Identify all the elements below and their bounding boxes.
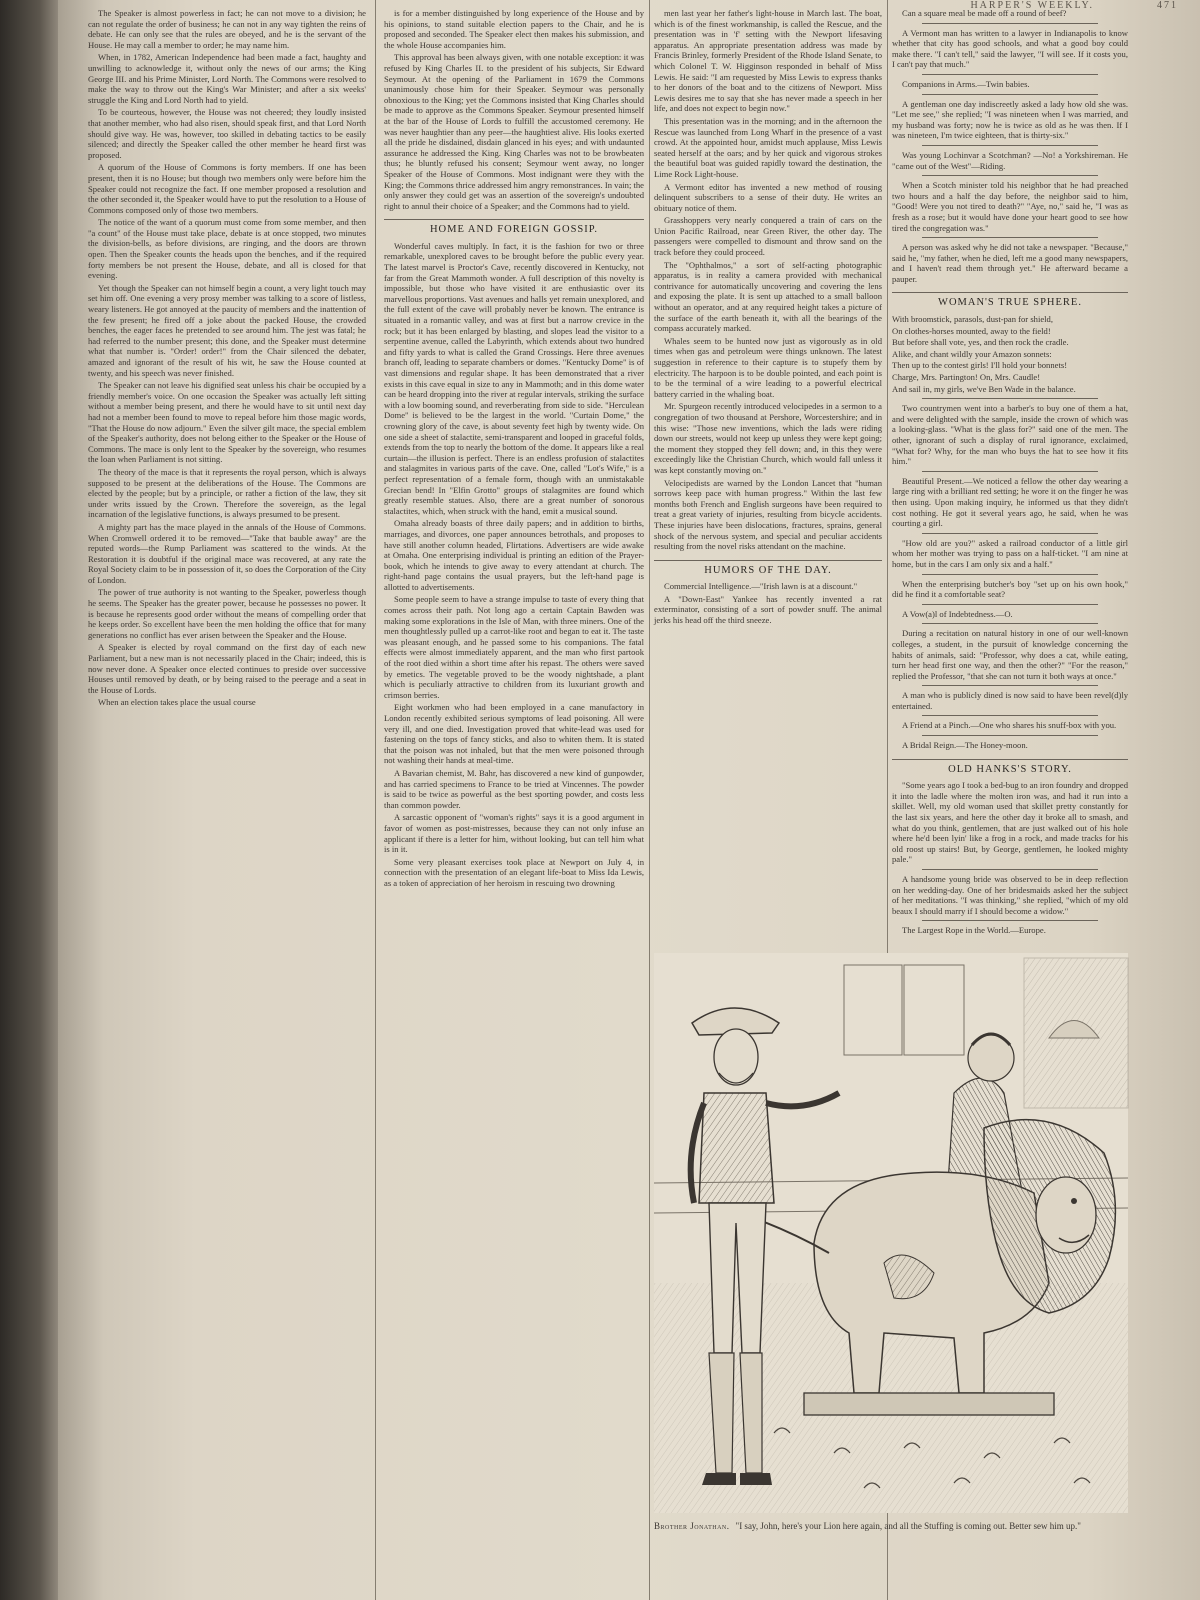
divider [922,920,1098,921]
gossip-paragraph: A Vermont editor has invented a new method of rousing delinquent subscribers to a sense of their duty. He writes an obituary notice of them. [654,181,882,213]
humor-snippet: A handsome young bride was observed to be in deep reflection on her wedding-day. One of her bridesmaids asked her the subject of her meditations. "I was thinking," she replied, "which of my old beaux I should marry if I should become a widow." [892,874,1128,916]
humor-snippet: "How old are you?" asked a railroad conductor of a little girl whom her mother was trying to pass on a half-ticket. "I am nine at home, but in the cars I am only six and a half." [892,537,1128,569]
cartoon-illustration [654,953,1128,1513]
humor-snippet: Was young Lochinvar a Scotchman? —No! a Yorkshireman. He "came out of the West"—Riding. [892,149,1128,171]
gossip-paragraph: Whales seem to be hunted now just as vigorously as in old times when gas and petroleum were things unknown. The latest suggestion in reference to their capture is to stupefy them by electricity. The harpoon is to be double pointed, and each point is to be the terminal of a wire leading to a powerful electrical battery carried in the whaling boat. [654,335,882,399]
divider [922,715,1098,716]
divider [922,471,1098,472]
gossip-paragraph: Grasshoppers very nearly conquered a train of cars on the Union Pacific Railroad, near Green River, the other day. The passengers were compelled to dismount and throw sand on the track before they could proceed. [654,215,882,258]
newspaper-page [58,0,1200,1600]
poem-line: Charge, Mrs. Partington! On, Mrs. Caudle! [892,372,1041,383]
humor-snippet: A man who is publicly dined is now said to have been revel(d)ly entertained. [892,690,1128,711]
humor-snippet: The Largest Rope in the World.—Europe. [902,925,1046,936]
gossip-paragraph: Eight workmen who had been employed in a cane manufactory in London recently exhibited serious symptoms of lead poisoning. All were very ill, and one died. Investigation proved that white-lead was used for fastening on the tops of fancy sticks, and also to whiten them. It is stated that the poison was not inhaled, but that the men were poisoned through not washing their hands at meal-time. [384,702,644,766]
caption-text: "I say, John, here's your Lion here again, and all the Stuffing is coming out. Better sew him up." [735,1521,1081,1531]
gossip-paragraph: Some people seem to have a strange impulse to taste of every thing that comes across their path. Not long ago a certain Captain Bawden was making some explorations in the Isle of Man, with three miners. One of the men thoughtlessly pulled up a carrot-like root and began to eat it. The taste was pleasant enough, and he passed some to his companions. The fatal effects were almost immediately apparent, and the man who first partook of the root died within a short time after his repast. The others were saved by emetics. The vegetable proved to be the woody nightshade, a plant which is peculiarly attractive to children from its luxuriant growth and crimson berries. [384,594,644,700]
column-rule [375,0,376,1600]
humor-snippet: Two countrymen went into a barber's to buy one of them a hat, and were delighted with the sample, inside the crown of which was a looking-glass. "What is the glass for?" said one of the men. The other, ignorant of such a display of rural ignorance, exclaimed, "What for? Why, for the man who buys the hat to see how it fits him." [892,403,1128,467]
article-paragraph: A mighty part has the mace played in the annals of the House of Commons. When Cromwell ordered it to be removed—"Take that bauble away" are the reputed words—the Rump Parliament was scattered to the winds. At the Restoration it is doubtful if the original mace was recovered, at any rate the Royal Society claim to be in possession of it, so does the Corporation of the City of London. [88,521,366,585]
divider [922,623,1098,624]
article-paragraph: The power of true authority is not wanting to the Speaker, powerless though he seems. The Speaker has the greater power, because he possesses no power. It is because he represents good order without the means of compelling order that he keeps order. So excellent have been the men holding the office that for many generations no conflict has ever arisen between the Speaker and the House. [88,587,366,640]
section-heading-humors: HUMORS OF THE DAY. [654,560,882,577]
gossip-paragraph: The "Ophthalmos," a sort of self-acting photographic apparatus, is in reality a camera provided with mechanical contrivance for automatically uncovering and covering the lens and exposing the plate. It is sent up attached to a small balloon without an operator, and at any required height takes a picture of the surface of the earth beneath it, with all the bearings of the compass accurately marked. [654,259,882,334]
story-title: OLD HANKS'S STORY. [892,759,1128,776]
article-paragraph: When an election takes place the usual course [98,697,256,708]
article-paragraph: The Speaker can not leave his dignified seat unless his chair be occupied by a friendly member's voice. On one occasion the Speaker was actually left sitting without a member being present, and there he would have to sit until next day had not a member been found to move to repeal before him those magic words, "That the House do now adjourn." Even the silver gilt mace, the special emblem of the Speaker's authority, does not belong either to the Speaker or the House of Commons. The mace is only lent to the Speaker by the sovereign, who resumes the loan when Parliament is not sitting. [88,380,366,465]
humor-snippet: A person was asked why he did not take a newspaper. "Because," said he, "my father, when he died, left me a good many newspapers, and I haven't read them through yet." He afterward became a pauper. [892,242,1128,284]
article-paragraph: The notice of the want of a quorum must come from some member, and then "a count" of the House must take place, debate is at once stopped, two minutes the division-bells, as before divisions, are ringing, and the doors are thrown open. Then the Speaker counts the heads upon the benches, and if the required forty members be not present the House, debate, and all is closed for that evening. [88,217,366,281]
article-paragraph: The Speaker is almost powerless in fact; he can not move to a division; he can not regulate the order of business; he can not in any way tighten the reins of debate. He can only see that the rules are obeyed, and he is the servant of the House. He may call a member to order; he may name him. [88,8,366,50]
divider [922,685,1098,686]
divider [922,398,1098,399]
poem-line: And sail in, my girls, we've Ben Wade in the balance. [892,383,1076,394]
humor-snippet: When the enterprising butcher's boy "set up on his own hook," did he find it a comfortable seat? [892,578,1128,600]
article-paragraph: A quorum of the House of Commons is forty members. If one has been present, then it is no House; but though two members only were before him the Speaker could not recognize the fact. If one member proposed a resolution and the other seconded it, the Speaker would have to put the resolution to a House of Commons composed only of those two members. [88,162,366,215]
humor-paragraph: A "Down-East" Yankee has recently invented a rat exterminator, consisting of a sort of powder snuff. The animal jerks his head off the third sneeze. [654,593,882,626]
humor-snippet: Can a square meal be made off a round of beef? [902,8,1067,18]
divider [922,145,1098,146]
divider [922,574,1098,575]
humor-paragraph: Commercial Intelligence.—"Irish lawn is at a discount." [664,581,858,592]
divider [922,23,1098,24]
column-4 [892,8,1128,936]
divider [922,533,1098,534]
humor-snippet: A Bridal Reign.—The Honey-moon. [902,740,1028,751]
gossip-paragraph: Some very pleasant exercises took place at Newport on July 4, in connection with the presentation of an elegant life-boat to Miss Ida Lewis, as a token of appreciation of her heroism in rescuing two drowning [384,856,644,888]
humor-snippet: During a recitation on natural history in one of our well-known colleges, a student, in the pursuit of knowledge concerning the habits of animals, said: "Professor, why does a cat, while eating, turn her head first one way, and then the other?" "For the reason," replied the Professor, "that she can not turn it both ways at once." [892,628,1128,681]
article-paragraph: This approval has been always given, with one notable exception: it was refused by King Charles II. to the president of his subjects, Sir Edward Seymour. At the opening of the Parliament in 1679 the Commons unanimously chose him for their Speaker. Seymour was personally obnoxious to the King; yet the Commons insisted that King Charles should be made to approve as the Commons Speaker. Seymour presented himself at the bar of the House of Lords to fulfill the accustomed ceremony. He was never haughtier than any peer—the haughtiest alive. His looks exerted all the pride he disdained, disdain glanced in his eyes; and with undaunted assurance he addressed the King. King Charles was not to be browbeaten thus; he bluntly refused his consent; Seymour went away, no longer Speaker of the House of Commons. Most indignant were they with the King; the Commons thrice addressed him angry remonstrances. In vain; the only answer they could get was an assertion of the sovereign's undoubted right to annul their choice of a Speaker; and the Commons had to yield. [384,52,644,211]
gossip-paragraph: Omaha already boasts of three daily papers; and in addition to births, marriages, and divorces, one paper announces betrothals, and proposes to have still another column headed, Flirtations. Advertisers are wide awake at Omaha. One enterprising individual is printing an edition of the Prayer-book, which he intends to give away to every attendant at church. The right-hand page contains the usual prayers, but the left-hand page is allotted to advertisements. [384,518,644,592]
poem-line: Then up to the contest girls! I'll hold your bonnets! [892,360,1068,371]
column-1 [88,8,366,1593]
page-number: 471 [1157,0,1178,11]
divider [922,237,1098,238]
humor-snippet: When a Scotch minister told his neighbor that he had preached two hours and a half the day before, the neighbor said to him, "Good! Were you not tired to death?" "Aye, no," said he, "I was as fresh as a rose; but it would have done your heart good to see how tired the congregation was." [892,180,1128,233]
cartoon-caption [654,1520,1128,1532]
article-paragraph: Yet though the Speaker can not himself begin a count, a very light touch may set him off. One evening a very prosy member was talking to a score of listless, weary listeners. He got annoyed at the paucity of members and the inattention of the few present; he fired off a joke about the packed House, the crowded benches, the eager faces he pretended to see around him. The jest was fatal; he had referred to the number present; this done, and the Speaker must determine what that number is. "Order! order!" from the Chair silenced the debater, amazed and ignorant of the result of his wit, he saw the House counted at twenty, and his speech was never finished. [88,282,366,378]
caption-speaker: Brother Jonathan. [654,1521,730,1531]
divider [922,94,1098,95]
gossip-paragraph: Velocipedists are warned by the London Lancet that "human sorrows keep pace with human progress." Within the last few months both French and English surgeons have been required to treat a great variety of injuries, resulting from bicycle accidents. These injuries have been dislocations, fractures, sprains, general shock of the nervous system, and special and peculiar accidents resulting from the novel risks attendant on the machine. [654,477,882,552]
divider [922,175,1098,176]
divider [922,869,1098,870]
gossip-paragraph: This presentation was in the morning; and in the afternoon the Rescue was launched from Long Wharf in the presence of a vast crowd. At the appointed hour, amidst much applause, Miss Lewis seated herself at the oars; and by her quick and vigorous strokes the beautiful boat was guided rapidly toward the destination, the Lime Rock Light-house. [654,115,882,179]
humor-snippet: Companions in Arms.—Twin babies. [902,78,1030,89]
gossip-paragraph: Mr. Spurgeon recently introduced velocipedes in a sermon to a congregation of two thousand at Pershore, Worcestershire; and in this wise: "Those new inventions, which the lads were riding down our streets, would not keep up unless they were kept going; the moment they stopped they fell down; and, in this they were exceedingly like the Christian Church, which would fall unless it was kept constantly moving on." [654,401,882,475]
poem-line: With broomstick, parasols, dust-pan for shield, [892,314,1053,325]
running-head-title: HARPER'S WEEKLY. [970,0,1094,11]
poem-line: On clothes-horses mounted, away to the field! [892,325,1051,336]
poem-line: Alike, and chant wildly your Amazon sonnets: [892,348,1052,359]
story-text: "Some years ago I took a bed-bug to an iron foundry and dropped it into the ladle where the molten iron was, and had it run into a skillet. Well, my old woman used that skillet pretty constantly for the last six years, and here the other day it broke all to smash, and what do you think, gentlemen, that are just walked out of his hole where he'd been lyin' like a frog in a rock, and made tracks for his old roost up stairs! But, by George, gentlemen, he looked mighty pale." [892,780,1128,865]
article-paragraph: To be courteous, however, the House was not cheered; they loudly insisted that another member, who had also risen, should speak first, and that Lord North should give way. He was, however, too skilled in debating tactics to be easily silenced; and directly the Speaker called the other member he heard first was proposed. [88,107,366,160]
column-3 [654,8,882,861]
humor-snippet: A Vow(a)l of Indebtedness.—O. [902,608,1013,619]
column-rule [649,0,650,1600]
gossip-paragraph: Wonderful caves multiply. In fact, it is the fashion for two or three remarkable, unexplored caves to be brought before the public every year. The latest marvel is Proctor's Cave, recently discovered in Kentucky, not far from the Great Mammoth wonder. A full description of this novelty is impossible, but those who have visited it are enthusiastic over its marvellous proportions. Vast avenues and halls yet remain unexplored, and the full extent of the cave will probably never be known. The entrance is situated in a romantic valley, and was at first but a narrow crevice in the rock; but it has been enlarged by blasting, and slopes lead the visitor to a serpentine avenue, called the Labyrinth, which extends about two hundred and fifty yards to what is called the Grand Crossings. Here three avenues branch off, leading to separate chambers or domes. "Kentucky Dome" is of vast dimensions and regular shape. It has been demonstrated that a river exists in this cave equal in size to any in Mammoth; and in this dome water can be heard dropping into the river at regular intervals, striking the surface with a low booming sound, and reverberating from side to side. "Herculean Dome" is believed to be the largest in the world. "Curtain Dome," the crowning glory of the cave, is about seventy feet high by twenty wide. On one side a sheet of stalactite, semi-transparent and looped in graceful folds, extends from the top to nearly the bottom of the dome. It appears like a real curtain—the illusion is perfect. There is an endless profusion of stalactites and stalagmites in various parts of the cave. One, called "Lot's Wife," is a perfect representation of a female form, though with an unmistakable Grecian bend! In "Elfin Grotto" groups of stalagmites are found which greatly resemble statues. Also, there are a great number of sonorous stalactites, which, when struck with the hand, emit a musical sound. [384,240,644,516]
humor-snippet: Beautiful Present.—We noticed a fellow the other day wearing a large ring with a brilliant red setting; he wore it on the finger he was then using. Upon making inquiry, he informed us that they didn't cost nothing. He got it several years ago, he said, when he was courting a girl. [892,475,1128,529]
divider [922,74,1098,75]
humor-snippet: A gentleman one day indiscreetly asked a lady how old she was. "Let me see," she replied; "I was nineteen when I was married, and my husband was forty; now he is twice as old as he was then. If I was nineteen, I'm twice eighteen, that is thirty-six." [892,98,1128,141]
divider [922,604,1098,605]
poem-line: But before shall vote, yes, and then rock the cradle. [892,337,1069,348]
humor-snippet: A Friend at a Pinch.—One who shares his snuff-box with you. [902,720,1117,731]
gossip-paragraph: A sarcastic opponent of "woman's rights" says it is a good argument in favor of women as post-mistresses, because they can not only infuse an applicant if there is a letter for him, without looking, but can tell him what is in it. [384,812,644,855]
divider [922,735,1098,736]
gossip-paragraph: men last year her father's light-house in March last. The boat, which is of the finest workmanship, is called the Rescue, and the presentation was in 'f' setting with the Newport lifesaving apparatus. An appropriate presentation address was made by Francis Brinley, formerly President of the Rhode Island Senate, to which Colonel T. W. Higginson responded in behalf of Miss Lewis. He said: "I am requested by Miss Lewis to express thanks to her donors of the boat and to the citizens of Newport. Miss Lewis desires me to say that she has never made a speech in her life, and does not expect to begin now." [654,8,882,114]
article-paragraph: is for a member distinguished by long experience of the House and by his opinions, to stand suitable election papers to the Chair, and he is proposed and seconded. The Speaker elect then makes his submission, and the whole House accompanies him. [384,8,644,50]
article-paragraph: When, in 1782, American Independence had been made a fact, haughty and unwilling to acknowledge it, without only the news of our arms; the King George III. and his Prime Minister, Lord North. The Commons were resolved to make the way to throw out the King's War Minister; and after a six weeks' struggle the King and Lord North had to yield. [88,52,366,105]
humor-snippet: A Vermont man has written to a lawyer in Indianapolis to know whether that city has good schools, and what a good boy could make there. "I can't tell," said the lawyer, "I will see. If it costs you, I can't pay that much." [892,27,1128,70]
article-paragraph: A Speaker is elected by royal command on the first day of each new Parliament, but a new man is not necessarily placed in the Chair; indeed, this is now never done. A Speaker once elected continues to preside over successive Houses until removed by death, or by being raised to the peerage and a seat in the House of Lords. [88,642,366,695]
gossip-paragraph: A Bavarian chemist, M. Bahr, has discovered a new kind of gunpowder, and has carried specimens to France to be tried at Vincennes. The powder is said to be twice as powerful as the best sporting powder, and costs less than common powder. [384,767,644,810]
poem-title: WOMAN'S TRUE SPHERE. [892,292,1128,309]
article-paragraph: The theory of the mace is that it represents the royal person, which is always supposed to be present at the deliberations of the House. The Commons are elected by the people; but by a principle, or rather a fiction of the law, they sit under writs issued by the Crown. Therefore the sovereign, as the legal incarnation of the legislative functions, is always presumed to be present. [88,466,366,520]
section-heading-gossip: HOME AND FOREIGN GOSSIP. [384,219,644,236]
column-2 [384,8,644,1593]
